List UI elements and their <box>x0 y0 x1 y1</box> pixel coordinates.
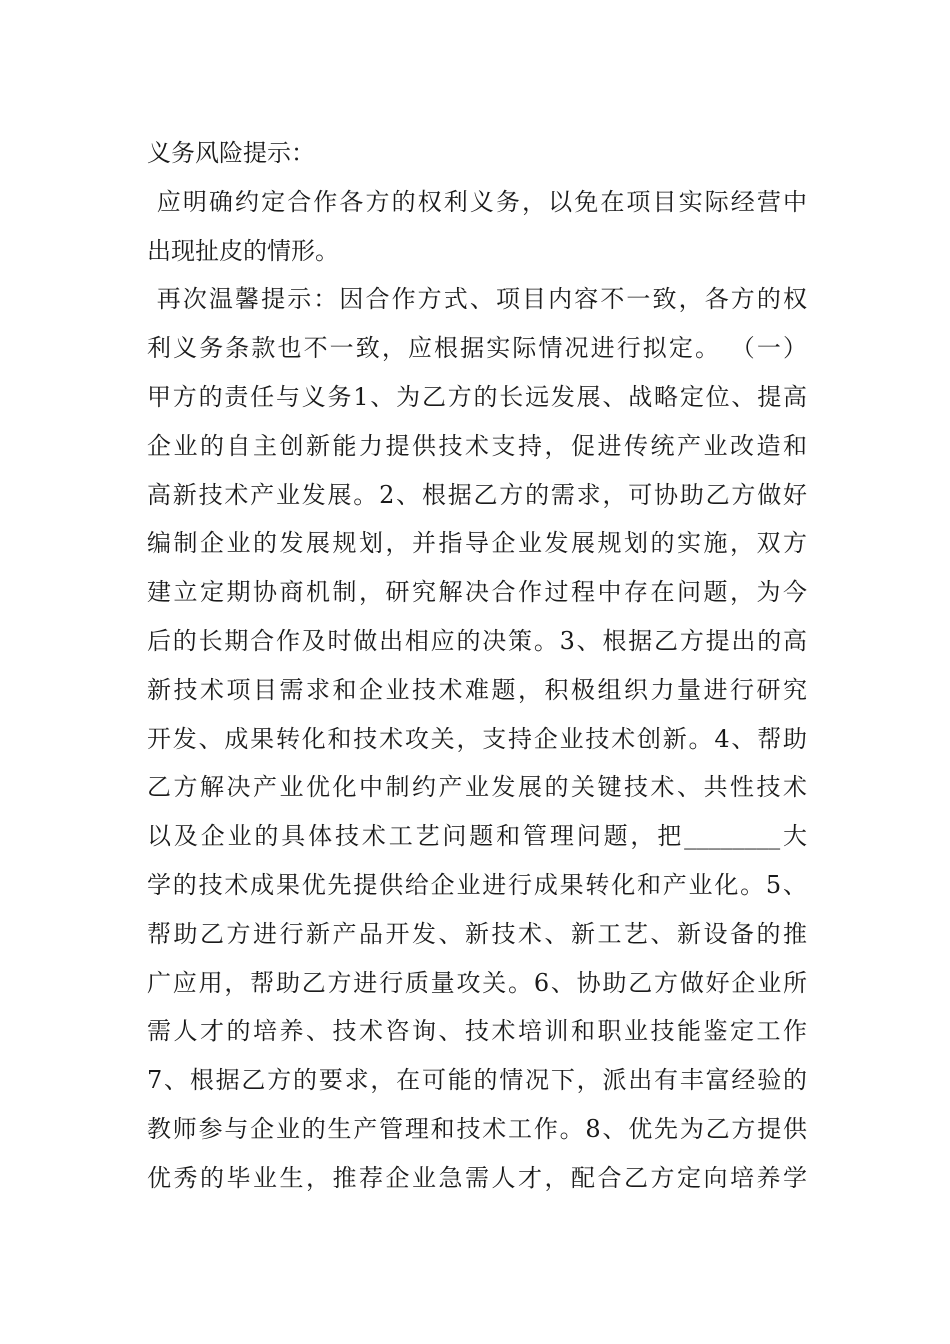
document-body <box>147 129 807 1203</box>
text-line: 利义务条款也不一致，应根据实际情况进行拟定。 （一） <box>147 334 807 363</box>
text-line: 新技术项目需求和企业技术难题，积极组织力量进行研究 <box>147 675 807 704</box>
text-line: 甲方的责任与义务1、为乙方的长远发展、战略定位、提高 <box>147 382 807 411</box>
text-line: 7、根据乙方的要求，在可能的情况下，派出有丰富经验的 <box>147 1066 807 1095</box>
text-line: 应明确约定合作各方的权利义务，以免在项目实际经营中 <box>147 187 807 216</box>
text-line: 后的长期合作及时做出相应的决策。3、根据乙方提出的高 <box>147 626 807 655</box>
text-line: 广应用，帮助乙方进行质量攻关。6、协助乙方做好企业所 <box>147 968 807 997</box>
text-line: 乙方解决产业优化中制约产业发展的关键技术、共性技术 <box>147 773 807 802</box>
text-line: 开发、成果转化和技术攻关，支持企业技术创新。4、帮助 <box>147 724 807 753</box>
text-line: 教师参与企业的生产管理和技术工作。8、优先为乙方提供 <box>147 1114 807 1143</box>
text-line: 再次温馨提示：因合作方式、项目内容不一致，各方的权 <box>147 285 807 314</box>
text-line: 编制企业的发展规划，并指导企业发展规划的实施，双方 <box>147 529 807 558</box>
text-line: 建立定期协商机制，研究解决合作过程中存在问题，为今 <box>147 578 807 607</box>
text-line: 高新技术产业发展。2、根据乙方的需求，可协助乙方做好 <box>147 480 807 509</box>
text-line: 出现扯皮的情形。 <box>147 236 339 265</box>
text-line: 义务风险提示： <box>147 139 315 167</box>
text-line: 需人才的培养、技术咨询、技术培训和职业技能鉴定工作 <box>147 1017 807 1046</box>
text-line: 学的技术成果优先提供给企业进行成果转化和产业化。5、 <box>147 870 807 899</box>
text-line: 企业的自主创新能力提供技术支持，促进传统产业改造和 <box>147 431 807 460</box>
text-line: 以及企业的具体技术工艺问题和管理问题，把________大 <box>147 822 807 851</box>
text-line: 优秀的毕业生，推荐企业急需人才，配合乙方定向培养学 <box>147 1163 807 1192</box>
text-line: 帮助乙方进行新产品开发、新技术、新工艺、新设备的推 <box>147 919 807 948</box>
